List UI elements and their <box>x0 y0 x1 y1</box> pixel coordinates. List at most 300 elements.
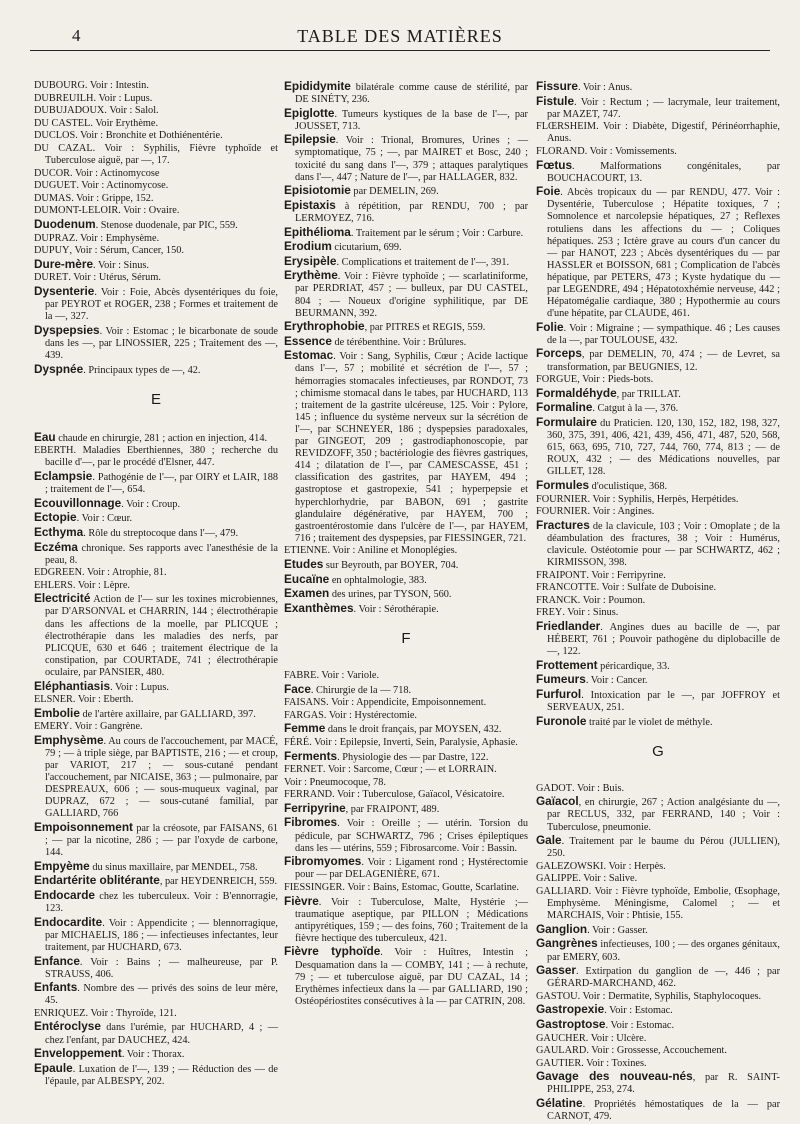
entry-heading: FAISANS <box>284 697 327 709</box>
entry-text: . Voir : Trional, Bromures, Urines ; — symptomatique, 75 ; —, par MAIRET et Bosc, 240 ; toxicité du sang dans l'—, 379 ; attaques paralytiques dans l'—, 447 ; Nature de l'—, par HALLAGER, 832. <box>295 135 528 183</box>
index-entry <box>34 118 278 130</box>
entry-text: . Chirurgie de la — 718. <box>310 684 412 696</box>
index-entry <box>536 321 780 347</box>
entry-heading: FOURNIER <box>536 493 588 505</box>
entry-text: . Voir : Croup. <box>121 498 181 510</box>
index-entry <box>284 670 528 682</box>
index-entry <box>284 777 528 789</box>
entry-text: . Voir : Appendicite ; — blennorragique, par MICHAELIS, 186 ; — infectieuses infectantes, leur traitement, par HUCHARD, 673. <box>45 917 278 953</box>
entry-text: . Voir : Gangrène. <box>69 721 143 733</box>
index-entry <box>34 497 278 511</box>
entry-heading: Gélatine <box>536 1096 583 1111</box>
entry-text: . Voir : Bronchite et Dothiénentérie. <box>75 130 223 142</box>
index-entry <box>536 1033 780 1045</box>
entry-text: , par R. SAINT-PHILIPPE, 253, 274. <box>547 1072 780 1096</box>
entry-heading: Fissure <box>536 79 578 93</box>
entry-heading: Estomac <box>284 348 334 363</box>
entry-text: . Voir : Thyroïde, 121. <box>85 1007 177 1019</box>
index-entry <box>34 694 278 706</box>
entry-heading: GASTOU <box>536 990 578 1002</box>
entry-text: . Voir : Intestin. <box>84 80 149 91</box>
index-entry <box>284 349 528 545</box>
index-entry <box>34 707 278 721</box>
entry-heading: Epididymite <box>284 79 351 93</box>
entry-text: Voir : Pneumocoque, 78. <box>284 776 386 788</box>
entry-heading: GALEZOWSKI <box>536 860 604 872</box>
index-entry <box>34 285 278 323</box>
index-entry <box>536 620 780 658</box>
entry-text: . Voir : Lupus. <box>110 681 169 693</box>
entry-text: . Voir : Utérus, Sérum. <box>68 272 161 284</box>
entry-heading: Fractures <box>536 517 590 532</box>
entry-heading: Ganglion <box>536 921 588 936</box>
index-entry <box>34 272 278 284</box>
index-entry <box>34 981 278 1007</box>
entry-text: . Voir : Emphysème. <box>75 232 160 244</box>
entry-text: . Voir : Dermatite, Syphilis, Staphylocoques. <box>577 990 762 1002</box>
index-entry <box>536 673 780 687</box>
entry-text: . Voir : Salive. <box>578 873 638 885</box>
entry-text: . Voir : Actinomycose <box>70 167 160 179</box>
section-letter: G <box>652 742 664 760</box>
index-entry <box>536 861 780 873</box>
entry-text: . Complications et traitement de l'—, 391. <box>336 256 510 268</box>
index-entry <box>284 802 528 816</box>
entry-text: , Voir : Sérum, Cancer, 150. <box>69 245 184 257</box>
entry-text: . Voir : Herpès. <box>603 860 666 872</box>
entry-text: . Voir : Angines. <box>587 506 655 518</box>
entry-heading: Eléphantiasis <box>34 678 111 693</box>
entry-heading: Dyspepsies <box>34 322 100 337</box>
entry-heading: Fibromyomes <box>284 854 362 869</box>
entry-text: . Nombre des — privés des soins de leur mère, 45. <box>45 983 278 1007</box>
entry-text: d'oculistique, 368. <box>589 480 668 492</box>
entry-heading: FRAIPONT <box>536 569 587 581</box>
index-entry <box>284 895 528 945</box>
index-entry <box>536 80 780 94</box>
index-entry <box>34 511 278 525</box>
entry-heading: GAUTIER <box>536 1057 582 1069</box>
index-entry <box>536 873 780 885</box>
index-entry <box>34 258 278 272</box>
index-entry <box>284 269 528 319</box>
entry-heading: DU CASTEL <box>34 117 91 129</box>
entry-heading: DUCOR <box>34 167 71 179</box>
entry-heading: DUMAS <box>34 192 72 204</box>
entry-heading: Formulaire <box>536 414 597 429</box>
entry-heading: EMERY <box>34 721 70 733</box>
index-entry <box>34 130 278 142</box>
entry-text: . Voir : Gasser. <box>587 924 648 936</box>
index-entry <box>536 159 780 185</box>
page-header <box>30 26 770 52</box>
entry-heading: FARGAS <box>284 709 324 721</box>
index-entry <box>34 721 278 733</box>
entry-text: par la créosote, par FAISANS, 61 ; — par la nicotine, 286 ; — par l'oxyde de carbone, 144. <box>45 823 278 859</box>
entry-text: . Voir : Bains ; — malheureuse, par P. STRAUSS, 406. <box>45 956 278 980</box>
header-rule <box>30 50 770 51</box>
index-entry <box>34 916 278 954</box>
entry-text: . Voir : Foie, Abcès dysentériques du foie, par PEYROT et ROGER, 238 ; Formes et traitement de la —, 327. <box>45 287 278 323</box>
index-entry <box>536 607 780 619</box>
entry-text: . Intoxication par le —, par JOFFROY et SERVEAUX, 251. <box>547 689 780 713</box>
entry-heading: Erodium <box>284 239 332 254</box>
entry-text: . Voir : Cœur. <box>76 513 133 525</box>
entry-heading: FRANCK <box>536 594 578 606</box>
entry-heading: Enveloppement <box>34 1046 122 1061</box>
entry-text: traité par le violet de méthyle. <box>586 716 713 728</box>
index-entry <box>34 955 278 981</box>
entry-heading: DUPUY <box>34 245 70 257</box>
index-entry <box>536 1045 780 1057</box>
entry-text: . Voir : Atrophie, 81. <box>82 567 167 579</box>
index-entry <box>34 874 278 888</box>
entry-heading: FOURNIER <box>536 506 588 518</box>
entry-heading: FERRAND <box>284 789 333 801</box>
entry-heading: Duodenum <box>34 217 96 232</box>
entry-text: , par TRILLAT. <box>616 388 681 400</box>
entry-heading: Fibromes <box>284 815 338 830</box>
entry-heading: Formaldéhyde <box>536 385 617 400</box>
entry-text: . Voir : Sarcome, Cœur ; — et LORRAIN. <box>322 764 497 776</box>
entry-heading: FABRE <box>284 669 317 681</box>
entry-text: . Pathogénie de l'—, par OIRY et LAIR, 188 ; traitement de l'—, 654. <box>45 472 278 496</box>
index-entry <box>34 1008 278 1020</box>
entry-heading: Gale <box>536 833 562 848</box>
index-entry <box>536 416 780 478</box>
index-entry <box>536 991 780 1003</box>
entry-heading: Dysenterie <box>34 284 95 298</box>
page-number: 4 <box>72 26 81 45</box>
entry-text: . Voir : Ferripyrine. <box>586 569 666 581</box>
index-entry <box>284 133 528 183</box>
entry-text: Action de l'— sur les toxines microbiennes, par D'ARSONVAL et CHARRIN, 144 ; électrothérapie dans les affections de la moelle, par PLICQUE ; électrothérapie dans les maladies des nerfs, par PLICQUE, 630 et 646 ; traitement électrique de la constipation, par COURTADE, 741 ; électrothérapie oculaire, par PANSIER, 480. <box>45 594 278 678</box>
entry-text: . Voir : Sérothérapie. <box>353 603 439 615</box>
entry-heading: Formaline <box>536 400 593 415</box>
entry-heading: EBERTH <box>34 445 74 457</box>
entry-text: . Voir : Poumon. <box>577 594 646 606</box>
section-letter: F <box>401 629 411 647</box>
index-entry <box>536 494 780 506</box>
entry-text: . Voir : Cancer. <box>585 675 648 687</box>
entry-text: chronique. Ses rapports avec l'anesthésie de la peau, 8. <box>45 542 278 566</box>
index-entry <box>536 937 780 963</box>
entry-text: . Voir : Migraine ; — sympathique. 46 ; Les causes de la —, par TOULOUSE, 432. <box>547 322 780 346</box>
entry-text: . Voir : Sulfate de Duboisine. <box>596 582 717 594</box>
index-entry <box>284 107 528 133</box>
entry-heading: Eclampsie <box>34 469 93 484</box>
entry-heading: Erythrophobie <box>284 319 365 334</box>
entry-heading: Furonole <box>536 713 587 728</box>
index-entry <box>34 431 278 445</box>
entry-heading: FERNET <box>284 764 323 776</box>
index-entry <box>536 570 780 582</box>
entry-text: en ophtalmologie, 383. <box>329 574 427 586</box>
entry-text: sur Beyrouth, par BOYER, 704. <box>323 559 459 571</box>
index-entry <box>284 587 528 601</box>
entry-heading: Eczéma <box>34 539 78 554</box>
entry-text: . Voir : Sang, Syphilis, Cœur ; Acide lactique dans l'—, 57 ; mobilité et sécrétion de l'—, 57 ; hémorragies stomacales infectieuses, par RONDOT, 73 ; chimisme stomacal dans le tabes, par HUCHARD, 113 ; traitement de la gastrite ulcéreuse, 125. Voir : Pylore, 145 ; influence du système nerveux sur la sécrétion de l'—, par SCHNEYER, 186 ; dyspepsies paradoxales, par GINGEOT, 209 ; gastrodiaphonoscopie, par REVIDZOFF, 350 ; bactériologie des fièvres gastriques, 414 ; dilatation de l'—, par CAMESCASSE, 451 ; classification des gastrites, par HAYEM, 494 ; gastroptose et gastropexie, 541 ; hyperpepsie et hyperchlorhydrie, par BABON, 691 ; gastrite glandulaire dégénérative, par HAYEM, 700 ; gastroentérostomie dans l'ulcère de l'—, par HAYEM, 716 ; traitement des dyspepsies, par FIESSINGER, 721. <box>295 351 528 544</box>
entry-heading: Friedlander <box>536 618 601 633</box>
index-entry <box>34 193 278 205</box>
entry-text: . Voir : Rectum ; — lacrymale, leur traitement, par MAZET, 747. <box>547 96 780 120</box>
entry-text: . Voir : Bains, Estomac, Goutte, Scarlatine. <box>342 881 519 893</box>
entry-heading: Epaule <box>34 1060 73 1075</box>
entry-text: . Voir : Thorax. <box>121 1049 185 1061</box>
entry-heading: Episiotomie <box>284 183 351 198</box>
index-entry <box>536 401 780 415</box>
entry-text: . Tumeurs kystiques de la base de l'—, par JOUSSET, 713. <box>295 108 528 132</box>
entry-text: . Voir : Estomac. <box>604 1005 673 1017</box>
entry-heading: Formules <box>536 477 590 492</box>
entry-heading: Enfants <box>34 980 78 995</box>
entry-heading: Eucaïne <box>284 571 330 586</box>
index-entry <box>536 506 780 518</box>
entry-heading: Fumeurs <box>536 672 586 687</box>
entry-text: . Voir : Oreille ; — utérin. Torsion du pédicule, par SCHWARTZ, 796 ; Crises épileptiques dans les — utérins, 559 ; Fibrosarcome. Voir : Bassin. <box>295 818 528 854</box>
index-entry <box>284 683 528 697</box>
index-entry <box>536 595 780 607</box>
entry-text: , par FRAIPONT, 489. <box>345 803 440 815</box>
index-entry <box>284 199 528 225</box>
entry-heading: GAUCHER <box>536 1032 586 1044</box>
entry-heading: Examen <box>284 586 330 601</box>
entry-text: . Au cours de l'accouchement, par MACÉ, 79 ; — à triple siège, par BAPTISTE, 216 ; — et croup, par VARIOT, 217 ; — sous-cutané pendant l'accouchement, par NICAISE, 363 ; — pulmonaire, par DESPREAUX, 606 ; — sous-muqueux vaginal, par DUPRAZ, 672 ; — sous-cutané familial, par GALLIARD, 766 <box>45 735 278 820</box>
index-entry <box>34 245 278 257</box>
entry-heading: Epistaxis <box>284 197 336 212</box>
entry-text: à répétition, par RENDU, 700 ; par LERMOYEZ, 716. <box>295 200 528 224</box>
entry-text: , par PITRES et REGIS, 559. <box>364 322 486 334</box>
index-entry <box>284 320 528 334</box>
entry-heading: Embolie <box>34 705 80 720</box>
entry-heading: Ferripyrine <box>284 800 346 815</box>
entry-heading: DUBREUILH <box>34 92 94 104</box>
entry-text: . Voir : Toxines. <box>581 1057 647 1069</box>
entry-text: . Physiologie des — par Dastre, 122. <box>337 751 489 763</box>
entry-text: de l'artère axillaire, par GALLIARD, 397. <box>79 708 256 720</box>
entry-heading: FLORAND <box>536 145 585 157</box>
entry-text: . Malformations congénitales, par BOUCHACOURT, 13. <box>547 160 780 184</box>
entry-heading: Femme <box>284 721 326 736</box>
index-entry <box>34 218 278 232</box>
entry-heading: Fistule <box>536 93 575 108</box>
entry-heading: DU CAZAL <box>34 142 93 154</box>
index-entry <box>34 526 278 540</box>
index-entry <box>34 1047 278 1061</box>
index-entry <box>536 95 780 121</box>
entry-heading: GAULARD <box>536 1045 587 1057</box>
entry-heading: Gastroptose <box>536 1016 606 1031</box>
index-column-3 <box>536 80 780 1124</box>
entry-text: . Voir : Actinomycose. <box>76 180 169 192</box>
index-entry <box>536 374 780 386</box>
index-entry <box>34 889 278 915</box>
entry-heading: Dure-mère <box>34 256 94 271</box>
index-entry <box>536 715 780 729</box>
index-entry <box>284 226 528 240</box>
entry-text: . Traitement par le sérum ; Voir : Carbure. <box>350 227 524 239</box>
entry-heading: Ectopie <box>34 510 77 525</box>
index-entry <box>284 80 528 106</box>
entry-heading: Emphysème <box>34 732 104 747</box>
index-entry <box>536 185 780 320</box>
entry-text: bilatérale comme cause de stérilité, par DE SINÉTY, 236. <box>295 82 528 106</box>
index-entry <box>284 710 528 722</box>
entry-heading: Frottement <box>536 657 598 672</box>
entry-text: . Voir : Anus. <box>577 82 633 93</box>
entry-text: . Voir : Sinus. <box>93 259 149 271</box>
entry-heading: Enfance <box>34 953 80 968</box>
index-entry <box>34 363 278 377</box>
entry-heading: Fièvre <box>284 893 319 908</box>
entry-text: . Voir : Ulcère. <box>585 1032 647 1044</box>
entry-heading: Entéroclyse <box>34 1019 101 1034</box>
entry-text: . Voir : Ligament rond ; Hystérectomie pour — par DELAGENIÈRE, 671. <box>295 857 528 881</box>
index-entry <box>34 580 278 592</box>
index-entry <box>284 737 528 749</box>
entry-heading: Endocardite <box>34 914 103 929</box>
entry-heading: Exanthèmes <box>284 600 354 615</box>
index-entry <box>536 121 780 145</box>
entry-heading: GALIPPE <box>536 873 579 885</box>
index-entry <box>34 143 278 167</box>
index-entry <box>284 882 528 894</box>
entry-text: . Voir : Lupus. <box>93 92 153 104</box>
entry-heading: Gasser <box>536 963 577 978</box>
entry-text: . Abcès tropicaux du — par RENDU, 477. Voir : Dysentérie, Tuberculose ; Hépatite toxiques, 7 ; Somnolence et narcolepsie hépatiques, 27 ; Reflexes rotuliens dans les affections du — ; Coliques hépatiques. 253 ; Ictère grave au cours d'un cancer du — par HANOT, 223 ; Abcès dysentériques du — par HASSLER et BOISSON, 681 ; Complication de l'abcès hépatique, par PETERS, 473 ; Kyste hydatique du — par LEGENDRE, 494 ; Hépatotoxhémie nerveuse, 442 ; Hépatomégalie cardiaque, 380 ; Hypothermie au cours d'une hépatite, par CLAUDE, 461. <box>547 187 780 320</box>
entry-text: . Voir Erythème. <box>90 117 159 129</box>
entry-heading: EDGREEN <box>34 567 83 579</box>
entry-text: . Voir : Syphilis, Fièvre typhoïde et Tuberculose aiguë, par —, 17. <box>45 142 278 167</box>
entry-heading: Fièvre typhoïde <box>284 944 381 959</box>
index-entry <box>284 722 528 736</box>
entry-text: . Voir : Estomac. <box>605 1019 675 1031</box>
entry-text: par DEMELIN, 269. <box>350 186 439 198</box>
entry-heading: DUMONT-LELOIR <box>34 205 119 217</box>
entry-text: . Voir : Lèpre. <box>72 579 131 591</box>
entry-heading: DUGUET <box>34 180 77 192</box>
index-entry <box>536 582 780 594</box>
index-entry <box>284 335 528 349</box>
entry-heading: GALLIARD <box>536 886 589 898</box>
index-entry <box>536 688 780 714</box>
entry-heading: Ecouvillonnage <box>34 495 122 510</box>
index-entry <box>284 816 528 854</box>
index-entry <box>536 923 780 937</box>
entry-heading: Fœtus <box>536 157 573 172</box>
entry-text: . Voir : Epilepsie, Inverti, Sein, Paralysie, Aphasie. <box>309 736 518 748</box>
entry-text: des urines, par TYSON, 560. <box>329 589 452 601</box>
index-entry <box>34 180 278 192</box>
entry-heading: FIESSINGER <box>284 881 343 893</box>
index-entry <box>536 1018 780 1032</box>
entry-text: . Voir : Variole. <box>316 669 380 681</box>
index-entry <box>34 1020 278 1046</box>
entry-heading: Epiglotte <box>284 105 335 120</box>
entry-heading: Erysipèle <box>284 253 337 268</box>
entry-text: . Voir : Hystérectomie. <box>323 709 418 721</box>
index-entry <box>536 1097 780 1123</box>
entry-heading: ELSNER <box>34 694 73 706</box>
entry-heading: Endartérite oblitérante <box>34 873 160 888</box>
entry-heading: FRANCOTTE <box>536 582 597 594</box>
entry-heading: Essence <box>284 333 332 348</box>
entry-heading: DUBUJADOUX <box>34 105 105 117</box>
index-entry <box>536 886 780 922</box>
entry-text: dans l'urémie, par HUCHARD, 4 ; — chez l'enfant, par DAUCHEZ, 424. <box>45 1022 278 1046</box>
entry-heading: Gaïacol <box>536 794 579 809</box>
entry-text: . Stenose duodenale, par PIC, 559. <box>95 220 238 232</box>
entry-heading: ETIENNE <box>284 545 328 557</box>
entry-text: . Voir : Vomissements. <box>584 145 677 157</box>
entry-text: . Voir : Grippe, 152. <box>71 192 154 204</box>
entry-text: dans le droit français, par MOYSEN, 432. <box>325 724 502 736</box>
index-entry <box>536 1058 780 1070</box>
entry-text: . Voir : Salol. <box>104 105 159 117</box>
entry-heading: DUPRAZ <box>34 232 76 244</box>
entry-heading: FÉRÉ <box>284 736 310 748</box>
index-entry <box>34 592 278 679</box>
entry-text: infectieuses, 100 ; — des organes génitaux, par EMERY, 603. <box>547 939 780 963</box>
entry-text: . Voir : Huîtres, Intestin ; Desquamation dans la — COMBY, 141 ; — à rechute, 79 ; — et tuberculose aiguë, par DU CAZAL, 14 ; Erythèmes infectieux dans la — par GALLIARD, 190 ; Ostéopériostites consécutives à la — par CATRIN, 208. <box>295 947 528 1007</box>
entry-heading: FLŒRSHEIM <box>536 121 597 133</box>
entry-text: . Angines dues au bacille de —, par HÉBERT, 761 ; Pouvoir pathogène du diplobacille de —, 122. <box>547 621 780 658</box>
index-entry <box>34 821 278 859</box>
index-entry <box>536 659 780 673</box>
entry-heading: FORGUE <box>536 374 578 386</box>
index-entry <box>284 184 528 198</box>
entry-text: . Voir : Fièvre typhoïde, Embolie, Œsophage, Emphysème. Méningisme, Calomel ; — et MARCHAIS, Voir : Phtisie, 155. <box>547 886 780 922</box>
entry-heading: Empyème <box>34 858 90 873</box>
index-entry <box>34 105 278 117</box>
entry-heading: Empoisonnement <box>34 820 133 835</box>
entry-heading: ENRIQUEZ <box>34 1007 86 1019</box>
entry-text: péricardique, 33. <box>597 660 670 672</box>
entry-text: . Voir : Aniline et Monoplégies. <box>327 545 458 557</box>
index-entry <box>536 834 780 860</box>
entry-heading: Epilepsie <box>284 132 336 147</box>
entry-text: . Traitement par le baume du Pérou (JULLIEN), 250. <box>547 836 780 860</box>
index-entry <box>284 945 528 1007</box>
entry-text: . Voir : Fièvre typhoïde ; — scarlatiniforme, par PERDRIAT, 457 ; — bulleux, par DU CASTEL, 804 ; — Noueux d'origine syphilitique, par DE BEURMANN, 392. <box>295 271 528 319</box>
entry-text: . Luxation de l'—, 139 ; — Réduction des — de l'épaule, par ALBESPY, 202. <box>45 1063 278 1087</box>
index-entry <box>284 697 528 709</box>
entry-text: . Propriétés hémostatiques de la — par CARNOT, 479. <box>547 1099 780 1123</box>
entry-heading: Folie <box>536 319 564 334</box>
index-entry <box>34 860 278 874</box>
index-entry <box>284 764 528 776</box>
index-entry <box>536 964 780 990</box>
index-entry <box>536 347 780 373</box>
index-entry <box>284 558 528 572</box>
entry-heading: Erythème <box>284 268 338 283</box>
entry-text: . Voir : Eberth. <box>72 694 134 706</box>
index-entry <box>34 1062 278 1088</box>
entry-heading: Ecthyma <box>34 524 84 539</box>
index-entry <box>34 680 278 694</box>
entry-heading: Ferments <box>284 748 338 763</box>
entry-text: . Voir : Syphilis, Herpès, Herpétides. <box>587 493 739 505</box>
index-entry <box>34 324 278 362</box>
index-entry <box>284 789 528 801</box>
index-entry <box>284 255 528 269</box>
entry-heading: EHLERS <box>34 579 73 591</box>
entry-text: . Voir : Sinus. <box>562 607 619 619</box>
index-entry <box>34 567 278 579</box>
entry-text: du Praticien. 120, 130, 152, 182, 198, 327, 360, 375, 391, 406, 421, 439, 456, 471, 487, 520, 568, 615, 663, 695, 710, 727, 744, 760, 774, 813 ; — de ROUX, 432 ; — des Médications nouvelles, par GILLET, 128. <box>547 417 780 478</box>
entry-heading: Electricité <box>34 591 91 606</box>
index-entry <box>536 1003 780 1017</box>
